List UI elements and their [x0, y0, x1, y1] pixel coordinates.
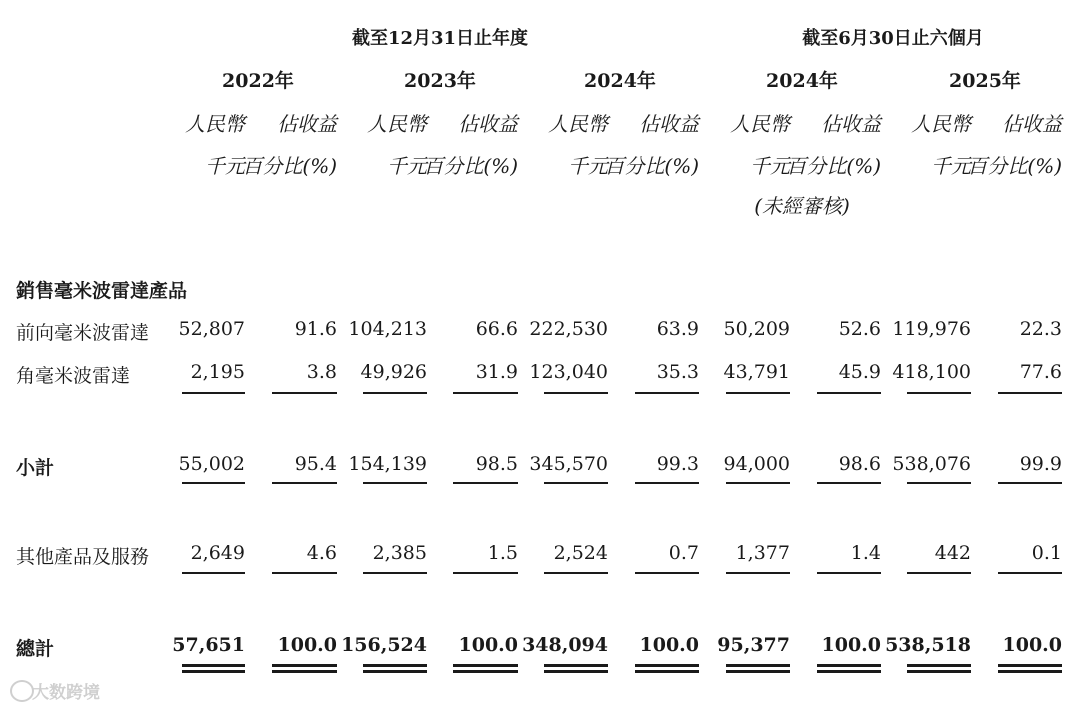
- year-header-2024: 2024年: [584, 70, 656, 92]
- table-cell: 0.7: [668, 542, 699, 564]
- underline: [363, 572, 427, 574]
- table-cell: 100.0: [458, 634, 518, 656]
- underline: [544, 482, 608, 484]
- double-underline: [635, 670, 699, 673]
- underline: [182, 572, 245, 574]
- table-cell: 94,000: [723, 453, 790, 475]
- table-cell: 2,649: [190, 542, 245, 564]
- table-cell: 123,040: [529, 361, 608, 383]
- table-cell: 91.6: [294, 318, 337, 340]
- unit-thousand-2025: 千元: [931, 154, 971, 178]
- unit-pct-2022: 佔收益: [277, 112, 337, 136]
- year-header-2025-interim: 2025年: [949, 70, 1021, 92]
- table-cell: 43,791: [723, 361, 790, 383]
- table-cell: 45.9: [838, 361, 881, 383]
- table-cell: 1.5: [487, 542, 518, 564]
- table-cell: 1.4: [850, 542, 881, 564]
- double-underline: [272, 664, 337, 667]
- table-cell: 52,807: [178, 318, 245, 340]
- underline: [182, 482, 245, 484]
- unit-thousand-2024: 千元: [568, 154, 608, 178]
- row-label-other-products: 其他產品及服務: [16, 546, 150, 568]
- double-underline: [998, 664, 1062, 667]
- table-cell: 2,524: [553, 542, 608, 564]
- underline: [817, 572, 881, 574]
- table-cell: 2,195: [190, 361, 245, 383]
- table-cell: 222,530: [529, 318, 608, 340]
- underline: [726, 482, 790, 484]
- unit-percent-2022: 百分比(%): [242, 154, 337, 178]
- table-cell: 100.0: [1002, 634, 1062, 656]
- underline: [635, 392, 699, 394]
- table-cell: 52.6: [838, 318, 881, 340]
- double-underline: [907, 670, 971, 673]
- underline: [453, 482, 518, 484]
- double-underline: [182, 670, 245, 673]
- underline: [726, 572, 790, 574]
- underline: [272, 482, 337, 484]
- underline: [363, 482, 427, 484]
- unit-percent-2025: 百分比(%): [967, 154, 1062, 178]
- table-cell: 57,651: [172, 634, 245, 656]
- table-cell: 95.4: [294, 453, 337, 475]
- unit-rmb-2024: 人民幣: [548, 112, 608, 136]
- table-cell: 49,926: [360, 361, 427, 383]
- table-cell: 442: [934, 542, 971, 564]
- underline: [907, 482, 971, 484]
- table-cell: 119,976: [892, 318, 971, 340]
- table-cell: 99.9: [1019, 453, 1062, 475]
- underline: [998, 392, 1062, 394]
- double-underline: [363, 670, 427, 673]
- table-cell: 98.5: [475, 453, 518, 475]
- double-underline: [907, 664, 971, 667]
- unit-percent-2024-interim: 百分比(%): [786, 154, 881, 178]
- table-cell: 99.3: [656, 453, 699, 475]
- underline: [544, 572, 608, 574]
- unit-thousand-2022: 千元: [205, 154, 245, 178]
- section-title-radar-products: 銷售毫米波雷達產品: [16, 280, 188, 302]
- unit-thousand-2023: 千元: [387, 154, 427, 178]
- table-cell: 95,377: [717, 634, 790, 656]
- double-underline: [817, 664, 881, 667]
- unit-rmb-2023: 人民幣: [367, 112, 427, 136]
- underline: [726, 392, 790, 394]
- unit-percent-2024: 百分比(%): [604, 154, 699, 178]
- year-header-2024-interim: 2024年: [766, 70, 838, 92]
- watermark-logo-icon: [10, 680, 34, 702]
- underline: [635, 572, 699, 574]
- double-underline: [726, 664, 790, 667]
- table-cell: 55,002: [178, 453, 245, 475]
- table-cell: 0.1: [1031, 542, 1062, 564]
- table-cell: 2,385: [372, 542, 427, 564]
- table-cell: 345,570: [529, 453, 608, 475]
- table-cell: 418,100: [892, 361, 971, 383]
- table-cell: 77.6: [1019, 361, 1062, 383]
- table-cell: 98.6: [838, 453, 881, 475]
- double-underline: [272, 670, 337, 673]
- underline: [453, 572, 518, 574]
- row-label-total: 總計: [16, 638, 55, 660]
- table-cell: 104,213: [348, 318, 427, 340]
- watermark-text: 大数跨境: [32, 683, 100, 703]
- table-cell: 100.0: [821, 634, 881, 656]
- table-cell: 35.3: [656, 361, 699, 383]
- table-cell: 154,139: [348, 453, 427, 475]
- double-underline: [182, 664, 245, 667]
- double-underline: [544, 670, 608, 673]
- unit-rmb-2025: 人民幣: [911, 112, 971, 136]
- table-cell: 3.8: [306, 361, 337, 383]
- underline: [544, 392, 608, 394]
- table-cell: 50,209: [723, 318, 790, 340]
- double-underline: [726, 670, 790, 673]
- row-label-forward-radar: 前向毫米波雷達: [16, 322, 150, 344]
- table-cell: 4.6: [306, 542, 337, 564]
- table-cell: 1,377: [735, 542, 790, 564]
- unit-rmb-2022: 人民幣: [185, 112, 245, 136]
- interim-period-header: 截至6月30日止六個月: [802, 28, 984, 49]
- table-cell: 22.3: [1019, 318, 1062, 340]
- underline: [182, 392, 245, 394]
- underline: [272, 392, 337, 394]
- unit-rmb-2024-interim: 人民幣: [730, 112, 790, 136]
- year-header-2023: 2023年: [404, 70, 476, 92]
- unit-pct-2025: 佔收益: [1002, 112, 1062, 136]
- underline: [998, 572, 1062, 574]
- table-cell: 538,518: [885, 634, 971, 656]
- double-underline: [363, 664, 427, 667]
- double-underline: [635, 664, 699, 667]
- underline: [817, 482, 881, 484]
- row-label-subtotal: 小計: [16, 457, 55, 479]
- double-underline: [544, 664, 608, 667]
- underline: [817, 392, 881, 394]
- double-underline: [453, 664, 518, 667]
- underline: [907, 392, 971, 394]
- table-cell: 63.9: [656, 318, 699, 340]
- table-cell: 348,094: [522, 634, 608, 656]
- underline: [453, 392, 518, 394]
- table-cell: 156,524: [341, 634, 427, 656]
- underline: [998, 482, 1062, 484]
- unit-percent-2023: 百分比(%): [423, 154, 518, 178]
- unit-pct-2024-interim: 佔收益: [821, 112, 881, 136]
- unit-thousand-2024-interim: 千元: [750, 154, 790, 178]
- unit-pct-2023: 佔收益: [458, 112, 518, 136]
- unit-pct-2024: 佔收益: [639, 112, 699, 136]
- double-underline: [998, 670, 1062, 673]
- table-cell: 31.9: [475, 361, 518, 383]
- annual-period-header: 截至12月31日止年度: [351, 28, 529, 49]
- underline: [907, 572, 971, 574]
- double-underline: [453, 670, 518, 673]
- table-cell: 538,076: [892, 453, 971, 475]
- underline: [635, 482, 699, 484]
- double-underline: [817, 670, 881, 673]
- row-label-corner-radar: 角毫米波雷達: [16, 365, 131, 387]
- table-cell: 66.6: [475, 318, 518, 340]
- table-cell: 100.0: [277, 634, 337, 656]
- underline: [363, 392, 427, 394]
- underline: [272, 572, 337, 574]
- table-cell: 100.0: [639, 634, 699, 656]
- year-header-2022: 2022年: [222, 70, 294, 92]
- unaudited-note: (未經審核): [754, 194, 850, 218]
